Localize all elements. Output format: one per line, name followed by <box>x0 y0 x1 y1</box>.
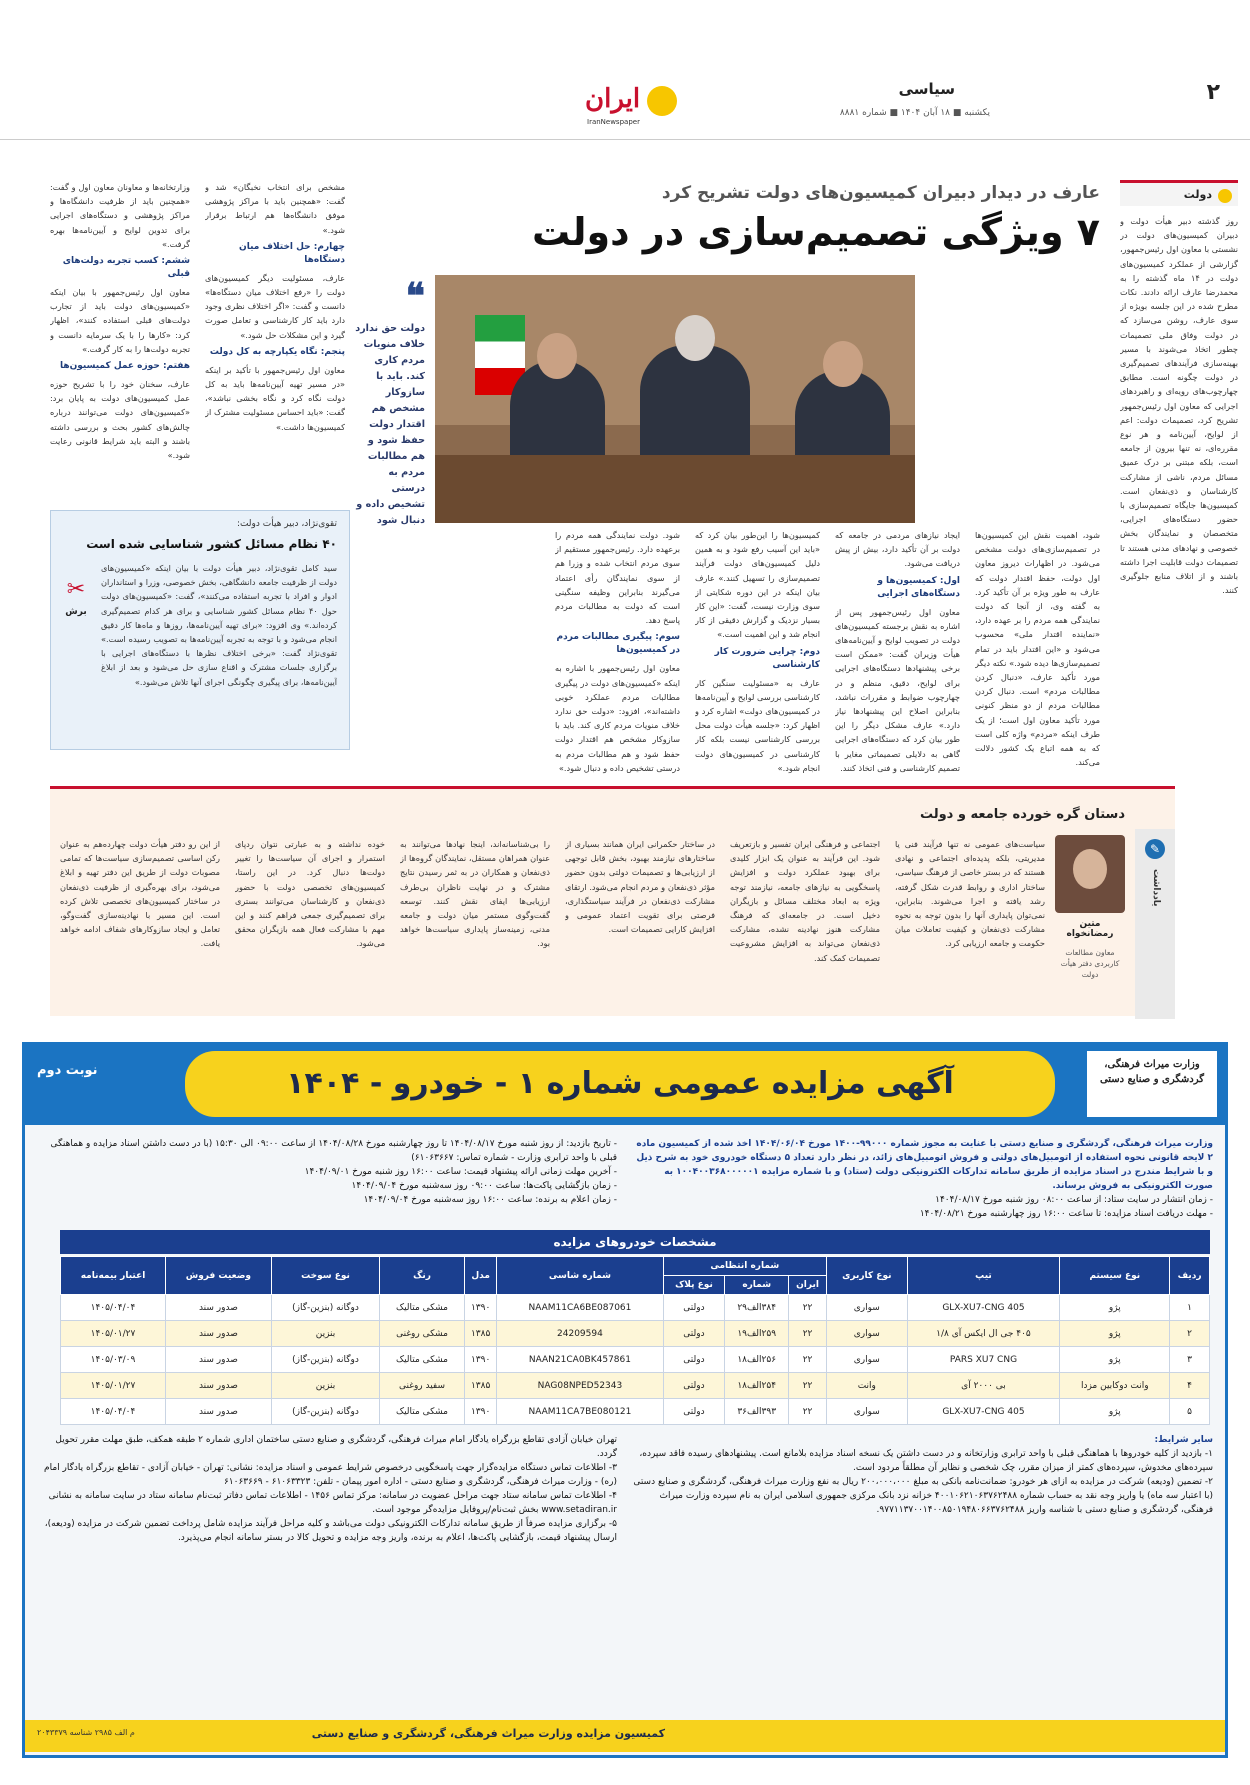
pullquote <box>355 275 425 525</box>
subhead: هفتم: حوزه عمل کمیسیون‌ها <box>59 361 190 372</box>
table-cell: دولتی <box>663 1373 725 1399</box>
subhead: چهارم: حل اختلاف میان دستگاه‌ها <box>239 241 345 265</box>
article-column-1: شود، اهمیت نقش این کمیسیون‌ها در تصمیم‌سازی‌های دولت مشخص می‌شود. در اظهارات دیروز معاون اول دولت، حفظ اقتدار دولت که عارف به طور ویژه بر آن تأکید کرد. به گفته وی، از آنجا که دولت نمایندگی همه مردم را بر عهده دارد، «نماینده اقتدار ملی» محسوب می‌شود و «این اقتدار باید در تمام تصمیم‌سازی‌ها دیده شود.» نکته دیگر مورد تأکید عارف، «دنبال کردن مطالبات مردم» است. دنبال کردن مطالبات مردم از دو منظر کنونی مورد تأکید معاون اول است؛ از یک طرف اینکه «مردم» واژه کلی است که به همه اتباع یک کشور دلالت می‌کند. <box>975 530 1100 768</box>
col-header: مدل <box>464 1257 497 1295</box>
table-cell: ۲۲ <box>788 1347 826 1373</box>
left-column-b <box>205 180 345 495</box>
note-title: دستان گره خورده جامعه و دولت <box>919 807 1125 822</box>
table-cell: ۱۳۹۰ <box>464 1347 497 1373</box>
table-row <box>61 1373 1210 1399</box>
column-text: عارف به «مسئولیت سنگین کار کارشناسی بررسی لوایح و آیین‌نامه‌ها در کمیسیون‌های دولت» اشاره کرد و اظهار کرد: «جلسه هیأت دولت محل بررسی کارشناسی نیست بلکه کار کارشناسی در کمیسیون‌های دولت انجام شود.» <box>695 677 820 773</box>
logo-sun-icon <box>647 86 677 116</box>
table-cell: ۱۳۸۵ <box>464 1373 497 1399</box>
vehicle-table <box>60 1256 1210 1425</box>
table-title: مشخصات خودروهای مزایده <box>60 1230 1210 1254</box>
column-text: معاون اول رئیس‌جمهور با اشاره به اینکه «کمیسیون‌های دولت در پیگیری مطالبات مردم عملکرد خوبی داشته‌اند»، افزود: «دولت حق ندارد خلاف منویات مردم کاری کند. باید با سازوکار مشخص هم اقتدار دولت حفظ شود و هم مطالبات مردم به درستی تشخیص داده و دنبال شود.» <box>555 663 680 773</box>
table-cell: دولتی <box>663 1295 725 1321</box>
col-header: نوع کاربری <box>827 1257 907 1295</box>
col-header: رنگ <box>380 1257 465 1295</box>
ad-round-label: نوبت دوم <box>37 1063 98 1078</box>
term-2: ۲- تضمین (ودیعه) شرکت در مزایده به ازای هر خودرو: ضمانت‌نامه بانکی به مبلغ ۲۰۰،۰۰۰،۰۰۰ ریال به نفع وزارت میراث فرهنگی، گردشگری و صنایع دستی (با اعتبار سه ماه) یا واریز وجه نقد به حساب شماره ۴۰۰۱۰۶۲۱۰۶۳۷۶۲۴۸۸ خزانه نزد بانک مرکزی جمهوری اسلامی ایران به نام سپرده وزارت میراث فرهنگی، گردشگری و صنایع دستی با شناسه واریز ۹۷۷۱۱۳۷۰۰۱۴۰۰۸۵۰۱۹۴۸۰۶۶۳۷۶۲۴۸۸. <box>633 1477 1213 1515</box>
doc-deadline: - مهلت دریافت اسناد مزایده: تا ساعت ۱۶:۰۰ روز چهارشنبه مورخ ۱۴۰۴/۰۸/۲۱ <box>919 1209 1213 1219</box>
note-column-3: در ساختار حکمرانی ایران همانند بسیاری از ساختارهای نیازمند بهبود، بخش قابل توجهی از ارزیابی‌ها و تصمیمات دولتی بدون حضور مؤثر ذی‌نفعان و مردم انجام می‌شود. ارتقای مشارکت ذی‌نفعان در فرآیند سیاستگذاری، فرصتی برای تقویت اعتماد عمومی و افزایش کارایی تصمیمات است. <box>565 839 715 935</box>
table-cell: دوگانه (بنزین-گاز) <box>271 1399 379 1425</box>
table-cell: 24209594 <box>497 1321 663 1347</box>
column-text: معاون اول رئیس‌جمهور پس از اشاره به نقش برجسته کمیسیون‌های دولت در تصویب لوایح و آیین‌نامه‌های هیأت وزیران گفت: «ممکن است برخی پیشنهادها دستگاه‌های اجرایی برای لوایح، دقیق، منظم و در چهارچوب ضوابط و مقررات نباشد، بنابراین اصلاح این پیشنهادها نیاز دارد.» عارف مشکل دیگر را این طور بیان کرد که دستگاه‌های اجرایی گاهی به دلایلی تصمیماتی مغایر با تصمیم کارشناسی و فنی اتخاذ کنند. <box>835 606 960 773</box>
column-text: شود. دولت نمایندگی همه مردم را برعهده دارد. رئیس‌جمهور مستقیم از سوی مردم انتخاب شده و وزرا هم از سوی نمایندگان رأی اعتماد می‌گیرند بنابراین وظیفه سنگینی است که دولت به مطالبات مردم پاسخ دهد. <box>555 530 680 626</box>
table-cell: ۱۳۸۵ <box>464 1321 497 1347</box>
table-cell: ۲۵۴الف۱۸ <box>725 1373 789 1399</box>
table-cell: دوگانه (بنزین-گاز) <box>271 1347 379 1373</box>
table-cell: دوگانه (بنزین-گاز) <box>271 1295 379 1321</box>
table-cell: PARS XU7 CNG <box>907 1347 1060 1373</box>
table-cell: پژو <box>1060 1399 1170 1425</box>
term-right: تهران خیابان آزادی تقاطع بزرگراه یادگار امام میراث فرهنگی، گردشگری و صنایع دستی ساختمان اداری شماره ۲ طبقه همکف، طبق مهلت مقرر تحویل گردد. <box>55 1435 617 1459</box>
ministry-logo: وزارت میراث فرهنگی، گردشگری و صنایع دستی <box>1087 1051 1217 1117</box>
ad-intro-text: وزارت میراث فرهنگی، گردشگری و صنایع دستی با عنایت به مجوز شماره ۹۹۰۰۰-۱۴۰۰ مورخ ۱۴۰۴/۰۶/۰۴ اخذ شده از کمیسیون ماده ۲ لایحه قانونی نحوه استفاده از اتومبیل‌های دولتی و فروش اتومبیل‌های زائد، در نظر دارد تعداد ۵ دستگاه خودروی خود به شرح ذیل و با شرایط مندرج در اسناد مزایده از طریق سامانه تدارکات الکترونیکی دولت (ستاد) و با شماره مزایده ۱۰۰۴۰۰۳۶۸۰۰۰۰۰۱ به صورت الکترونیکی به فروش برساند. <box>636 1139 1213 1191</box>
col-header: شماره <box>725 1276 789 1295</box>
subhead: ششم: کسب تجربه دولت‌های قبلی <box>62 256 190 280</box>
subhead: اول: کمیسیون‌ها و دستگاه‌های اجرایی <box>877 575 960 599</box>
table-cell: ۱ <box>1170 1295 1210 1321</box>
publish-date: - زمان انتشار در سایت ستاد: از ساعت ۰۸:۰۰ روز شنبه مورخ ۱۴۰۴/۰۸/۱۷ <box>935 1195 1213 1205</box>
table-cell: بنزین <box>271 1373 379 1399</box>
col-header: شماره شاسی <box>497 1257 663 1295</box>
column-text: کمیسیون‌ها را این‌طور بیان کرد که «باید این آسیب رفع شود و به همین دلیل کمیسیون‌های دولت فرآیند تصمیم‌سازی را تسهیل کنند.» عارف بیان اینکه در این دوره شکایتی از سوی وزارت نیست، گفت: «این کار بسیار نزدیک و گزارش دقیقی از کار انجام شد و این اهمیت است.» <box>695 530 820 640</box>
table-cell: وانت <box>827 1373 907 1399</box>
box-icon-label: برش <box>65 607 87 617</box>
meeting-photo <box>435 275 915 523</box>
table-cell: دولتی <box>663 1399 725 1425</box>
column-text: معاون اول رئیس‌جمهور با تأکید بر اینکه «در مسیر تهیه آیین‌نامه‌ها باید به کل دولت نگاه کرد و نگاه بخشی نباشد»، گفت: «باید احساس مسئولیت مشترک از کمیسیون‌ها داشت.» <box>205 364 345 432</box>
col-header: نوع سوخت <box>271 1257 379 1295</box>
note-column-5: خوده نداشته و به عبارتی نتوان ردپای استمرار و اجرای آن سیاست‌ها را تغییر دولت‌ها دنبال کرد. در این راستا، کمیسیون‌های تخصصی دولت با حضور ذی‌نفعان و کارشناسان می‌توانند بستری برای تصمیم‌گیری جمعی فراهم کنند و این مهم با مشارکت فعال همه بازیگران محقق می‌شود. <box>235 839 385 949</box>
pullquote-text: دولت حق ندارد خلاف منویات مردم کاری کند. باید با سازوکار مشخص هم اقتدار دولت حفظ شود و هم مطالبات مردم به درستی تشخیص داده و دنبال شود <box>355 323 425 526</box>
note-tag-icon: ✎ <box>1145 839 1165 859</box>
page-number: ۲ <box>1206 80 1220 105</box>
table-cell: صدور سند <box>165 1373 271 1399</box>
table-cell: صدور سند <box>165 1321 271 1347</box>
table-cell: ۲۲ <box>788 1295 826 1321</box>
table-cell: سواری <box>827 1347 907 1373</box>
article-headline: ۷ ویژگی تصمیم‌سازی در دولت <box>531 210 1100 254</box>
table-cell: وانت دوکابین مزدا <box>1060 1373 1170 1399</box>
table-cell: ۳۹۳الف۳۶ <box>725 1399 789 1425</box>
note-side-strip <box>1135 829 1175 1019</box>
tag-dot-icon <box>1218 189 1232 203</box>
table-cell: ۳ <box>1170 1347 1210 1373</box>
winner-time: - زمان اعلام به برنده: ساعت ۱۶:۰۰ روز سه‌شنبه مورخ ۱۴۰۴/۰۹/۰۴ <box>363 1195 617 1205</box>
quote-icon: ❝ <box>405 275 425 317</box>
column-text: ایجاد نیازهای مردمی در جامعه که دولت بر آن تأکید دارد، بیش از پیش دریافت می‌شود. <box>835 530 960 569</box>
col-header-group: شماره انتظامی <box>663 1257 827 1276</box>
table-cell: پژو <box>1060 1295 1170 1321</box>
ad-terms <box>633 1433 1213 1517</box>
table-cell: ۱۴۰۵/۰۱/۲۷ <box>61 1373 166 1399</box>
note-column-6: از این رو دفتر هیأت دولت چهارده‌هم به عنوان رکن اساسی تصمیم‌سازی سیاست‌ها که تمامی مصوبات دولت از طریق این دفتر تهیه و ابلاغ می‌شود، برای بهره‌گیری از ظرفیت ذی‌نفعان در ساختار کمیسیون‌های تخصصی تلاش کرده است. این مسیر با نهادینه‌سازی گفت‌وگو، تعامل و ایجاد سازوکارهای شفاف ادامه خواهد یافت. <box>60 839 220 949</box>
col-header: ایران <box>788 1276 826 1295</box>
ad-code: م الف ۲۹۸۵ شناسه ۲۰۴۳۳۷۹ <box>37 1728 135 1737</box>
column-text: عارف، مسئولیت دیگر کمیسیون‌های دولت را «رفع اختلاف میان دستگاه‌ها» دانست و گفت: «اگر اختلاف نظری وجود دارد باید کار کارشناسی و تعامل صورت گیرد و این مشکلات حل شود.» <box>205 272 345 340</box>
table-cell: ۴۰۵ جی ال ایکس آی ۱/۸ <box>907 1321 1060 1347</box>
table-row <box>61 1321 1210 1347</box>
note-column-4: را بی‌شناسانه‌اند، اینجا نهادها می‌توانند به عنوان همراهان مستقل، نمایندگان گروه‌ها از ذی‌نفعان و همکاران در به ثمر رسیدن نتایج مشترک و در نهایت ناظران بی‌طرف ارزیابی‌ها ایفای نقش کنند. توسعه گفت‌وگوی مستمر میان دولت و جامعه مدنی، زمینه‌ساز پایداری سیاست‌ها خواهد بود. <box>400 839 550 949</box>
table-cell: پژو <box>1060 1347 1170 1373</box>
box-kicker: تقوی‌نژاد، دبیر هیأت دولت: <box>236 519 337 529</box>
logo-text: ایران <box>585 84 641 114</box>
table-cell: ۳۸۴الف۲۹ <box>725 1295 789 1321</box>
table-cell: بنزین <box>271 1321 379 1347</box>
section-tag <box>1120 180 1238 206</box>
subhead: پنجم: نگاه یکپارچه به کل دولت <box>209 346 345 357</box>
col-header: ردیف <box>1170 1257 1210 1295</box>
table-cell: دولتی <box>663 1321 725 1347</box>
col-header: نوع پلاک <box>663 1276 725 1295</box>
offer-deadline: - آخرین مهلت زمانی ارائه پیشنهاد قیمت: ساعت ۱۶:۰۰ روز شنبه مورخ ۱۴۰۴/۰۹/۰۱ <box>304 1167 617 1177</box>
ad-schedule <box>37 1137 617 1207</box>
table-cell: ۱۴۰۵/۰۴/۰۴ <box>61 1399 166 1425</box>
table-cell: مشکی متالیک <box>380 1295 465 1321</box>
table-row <box>61 1347 1210 1373</box>
ad-footer-text: کمیسیون مزایده وزارت میراث فرهنگی، گردشگری و صنایع دستی <box>311 1727 665 1740</box>
table-cell: سواری <box>827 1295 907 1321</box>
table-cell: NAG08NPED52343 <box>497 1373 663 1399</box>
table-cell: ۲۲ <box>788 1399 826 1425</box>
note-column-1: سیاست‌های عمومی نه تنها فرآیند فنی یا مدیریتی، بلکه پدیده‌ای اجتماعی و نهادی هستند که در بستر خاصی از فرهنگ سیاسی، ساختار اداری و روابط قدرت شکل گرفته، رشد یافته و اجرا می‌شوند. بنابراین، نمی‌توان پایداری آنها را بدون توجه به نحوه مشارکت ذی‌نفعان و کیفیت تعاملات میان حکومت و جامعه ارزیابی کرد. <box>895 839 1045 949</box>
opinion-note <box>50 786 1175 1016</box>
table-row <box>61 1399 1210 1425</box>
newspaper-logo <box>565 84 685 132</box>
table-cell: ۲۵۶الف۱۸ <box>725 1347 789 1373</box>
table-cell: ۱۴۰۵/۰۳/۰۹ <box>61 1347 166 1373</box>
author-avatar <box>1055 835 1125 913</box>
table-cell: صدور سند <box>165 1295 271 1321</box>
visit-date: - تاریخ بازدید: از روز شنبه مورخ ۱۴۰۴/۰۸/۱۷ تا روز چهارشنبه مورخ ۱۴۰۴/۰۸/۲۸ از ساعت ۰۹:۰۰ الی ۱۵:۳۰ (با در دست داشتن اسناد مزایده و هماهنگی قبلی با واحد ترابری وزارت - شماره تماس: ۶۱۰۶۳۶۶۷) <box>50 1139 617 1163</box>
table-cell: NAAN21CA0BK457861 <box>497 1347 663 1373</box>
left-column-a <box>50 180 190 495</box>
table-row <box>61 1295 1210 1321</box>
note-tag-label: یادداشت <box>1151 869 1161 907</box>
column-text: مشخص برای انتخاب نخبگان» شد و گفت: «همچنین باید با مراکز پژوهشی موفق دانشگاه‌ها هم ارتباط برقرار شود.» <box>205 182 345 235</box>
section-tag-label: دولت <box>1183 188 1212 201</box>
col-header: وضعیت فروش <box>165 1257 271 1295</box>
column-text: عارف، سخنان خود را با تشریح حوزه عمل کمیسیون‌های دولت به پایان برد: «کمیسیون‌های دولت می‌توانند درباره چالش‌های کشور بحث و بررسی داشته باشند و البته باید شرایط قانونی رعایت شود.» <box>50 379 190 461</box>
ad-title: آگهی مزایده عمومی شماره ۱ - خودرو - ۱۴۰۴ <box>185 1051 1055 1117</box>
table-cell: بی ۲۰۰۰ آی <box>907 1373 1060 1399</box>
sidebar-text: روز گذشته دبیر هیأت دولت و دبیران کمیسیون‌های دولت در نشستی با معاون اول رئیس‌جمهور، گزارشی از عملکرد کمیسیون‌های دولت در ۱۴ ماه گذشته را به محمدرضا عارف ارائه دادند. نکات مطرح شده در این جلسه بویژه از سوی عارف، روشن می‌سازد که در دولت وفاق ملی تصمیمات چطور اتخاذ می‌شوند با مسیر بهینه‌سازی فرآیندهای تصمیم‌گیری در دولت چگونه است. مطابق چهارچوب‌های رویه‌ای و راهبردهای اجرایی که معاون اول رئیس‌جمهور تشریح کرد، تصمیمات دولت: اعم از لوایح، آیین‌نامه و هر نوع مقرره‌ای، نه تنها بیرون از جامعه است، بلکه مبتنی بر درک عمیق مسائل مردم، ناشی از مشارکت کارشناسان و ذی‌نفعان است. کمیسیون‌ها جایگاه تصمیم‌سازی با حضور دستگاه‌های اجرایی، متخصصان و نمایندگان بخش خصوصی و نهادهای مدنی هستند تا تصمیمات دولت قابلیت اجرا داشته باشند و از اتلاف منابع جلوگیری کنند. <box>1120 216 1238 596</box>
terms-title: سایر شرایط: <box>1154 1435 1213 1445</box>
ad-footer <box>25 1720 1225 1752</box>
table-cell: ۴ <box>1170 1373 1210 1399</box>
author-name: متین رمضانخواه <box>1066 919 1114 939</box>
col-header: اعتبار بیمه‌نامه <box>61 1257 166 1295</box>
table-cell: NAAM11CA7BE080121 <box>497 1399 663 1425</box>
table-cell: پژو <box>1060 1321 1170 1347</box>
table-cell: صدور سند <box>165 1399 271 1425</box>
column-text: وزارتخانه‌ها و معاونان معاون اول و گفت: «همچنین باید از ظرفیت دانشگاه‌ها و مراکز پژوهشی و دستگاه‌های اجرایی برای تدوین لوایح و آیین‌نامه‌ها بهره گرفت.» <box>50 182 190 249</box>
contact-3: ۳- اطلاعات تماس دستگاه مزایده‌گزار جهت پاسخگویی درخصوص شرایط عمومی و اسناد مزایده: نشانی: تهران - خیابان آزادی - تقاطع بزرگراه یادگار امام (ره) - وزارت میراث فرهنگی، گردشگری و صنایع دستی - اداره امور پیمان - تلفن: ۶۱۰۶۳۳۲۳ - ۶۱۰۶۳۶۶۹ <box>44 1463 617 1487</box>
opening-time: - زمان بازگشایی پاکت‌ها: ساعت ۰۹:۰۰ روز سه‌شنبه مورخ ۱۴۰۴/۰۹/۰۴ <box>351 1181 617 1191</box>
page-header <box>0 68 1250 140</box>
table-cell: دولتی <box>663 1347 725 1373</box>
table-cell: مشکی متالیک <box>380 1347 465 1373</box>
table-cell: NAAM11CA6BE087061 <box>497 1295 663 1321</box>
section-title: سیاسی <box>898 80 955 98</box>
table-cell: ۵ <box>1170 1399 1210 1425</box>
scissors-icon: ✂ <box>66 577 86 602</box>
table-cell: 405 GLX-XU7-CNG <box>907 1295 1060 1321</box>
table-cell: صدور سند <box>165 1347 271 1373</box>
table-cell: سواری <box>827 1399 907 1425</box>
ad-contacts <box>37 1433 617 1545</box>
box-title: ۴۰ نظام مسائل کشور شناسایی شده است <box>86 537 337 551</box>
note-column-2: اجتماعی و فرهنگی ایران تفسیر و بازتعریف شود. این فرآیند به عنوان یک ابزار کلیدی برای بهبود عملکرد دولت و افزایش پاسخگویی به نیازهای جامعه، نیازمند توجه ویژه به ابعاد مختلف مسائل و بازیگران دخیل است. در جامعه‌ای که فرهنگ مشارکت هنوز نهادینه نشده، مشارکت ذی‌نفعان می‌تواند به افزایش مشروعیت تصمیمات کمک کند. <box>730 839 880 963</box>
table-cell: ۲۲ <box>788 1321 826 1347</box>
table-cell: ۱۴۰۵/۰۱/۲۷ <box>61 1321 166 1347</box>
table-cell: ۲ <box>1170 1321 1210 1347</box>
subhead: سوم: پیگیری مطالبات مردم در کمیسیون‌ها <box>556 632 680 656</box>
contact-4: ۴- اطلاعات تماس سامانه ستاد جهت مراحل عضویت در سامانه: مرکز تماس ۱۴۵۶ - اطلاعات تماس دفاتر ثبت‌نام سامانه ستاد در سایت سامانه به نشانی www.setadiran.ir بخش ثبت‌نام/پروفایل مزایده‌گر موجود است. <box>48 1491 617 1515</box>
table-cell: ۱۴۰۵/۰۴/۰۴ <box>61 1295 166 1321</box>
table-cell: ۱۳۹۰ <box>464 1295 497 1321</box>
table-cell: ۲۵۹الف۱۹ <box>725 1321 789 1347</box>
table-cell: ۲۲ <box>788 1373 826 1399</box>
table-cell: سفید روغنی <box>380 1373 465 1399</box>
logo-subtext: IranNewspaper <box>587 118 640 126</box>
author-role: معاون مطالعات کاربردی دفتر هیأت دولت <box>1060 948 1120 979</box>
table-cell: مشکی متالیک <box>380 1399 465 1425</box>
term-1: ۱- بازدید از کلیه خودروها با هماهنگی قبلی با واحد ترابری وزارتخانه و در دست داشتن یک نسخه اسناد مزایده بلامانع است. پیشنهادهای رسیده فاقد سپرده، سپرده‌های مخدوش، سپرده‌های کمتر از میزان مقرر، چک شخصی و نظایر آن مطلقاً مردود است. <box>639 1449 1213 1473</box>
col-header: تیپ <box>907 1257 1060 1295</box>
box-body: سید کامل تقوی‌نژاد، دبیر هیأت دولت با بیان اینکه «کمیسیون‌های دولت از ظرفیت جامعه دانشگاهی، بخش خصوصی، وزرا و استانداران ادوار و افراد با تجربه استفاده می‌کنند»، گفت: «کمیسیون‌های دولت حول ۴۰ نظام مسائل کشور شناسایی و برای هر کدام تصمیم‌گیری کرده‌اند.» وی افزود: «برای تهیه آیین‌نامه‌ها، روزها و ماه‌ها کار دقیق انجام می‌شود و با توجه به تجربه آیین‌نامه‌ها به تصویب رسیده است.» تقوی‌نژاد گفت: «برخی اختلاف نظرها با دستگاه‌های اجرایی با برگزاری جلسات مشترک و اقناع سازی حل می‌شود و بعد از ابلاغ آیین‌نامه‌ها، برای پیگیری چگونگی اجرای آنها تلاش می‌شود.» <box>101 563 337 687</box>
article-kicker: عارف در دیدار دبیران کمیسیون‌های دولت تشریح کرد <box>661 183 1100 203</box>
col-header: نوع سیستم <box>1060 1257 1170 1295</box>
table-cell: مشکی روغنی <box>380 1321 465 1347</box>
ad-intro <box>633 1137 1213 1221</box>
table-cell: ۱۳۹۰ <box>464 1399 497 1425</box>
issue-info: یکشنبه ■ ۱۸ آبان ۱۴۰۴ ■ شماره ۸۸۸۱ <box>839 108 990 118</box>
column-text: معاون اول رئیس‌جمهور با بیان اینکه «کمیسیون‌های دولت باید از تجارب دولت‌های قبلی استفاده کنند»، اظهار کرد: «کارها را با یک سرمایه دانست و تجربه دولت‌ها را به کار گرفت.» <box>50 287 190 354</box>
ad-banner <box>25 1045 1225 1125</box>
sidebar-box-taghavinejad <box>50 510 350 750</box>
contact-5: ۵- برگزاری مزایده صرفاً از طریق سامانه تدارکات الکترونیکی دولت می‌باشد و کلیه مراحل فرآیند مزایده شامل پرداخت تضمین شرکت در مزایده (ودیعه)، ارسال پیشنهاد قیمت، بازگشایی پاکت‌ها، اعلام به برنده، واریز وجه مزایده و تحویل کالا در بستر سامانه انجام می‌پذیرد. <box>44 1519 617 1543</box>
table-cell: 405 GLX-XU7-CNG <box>907 1399 1060 1425</box>
subhead: دوم: چرایی ضرورت کار کارشناسی <box>714 646 820 670</box>
table-cell: سواری <box>827 1321 907 1347</box>
